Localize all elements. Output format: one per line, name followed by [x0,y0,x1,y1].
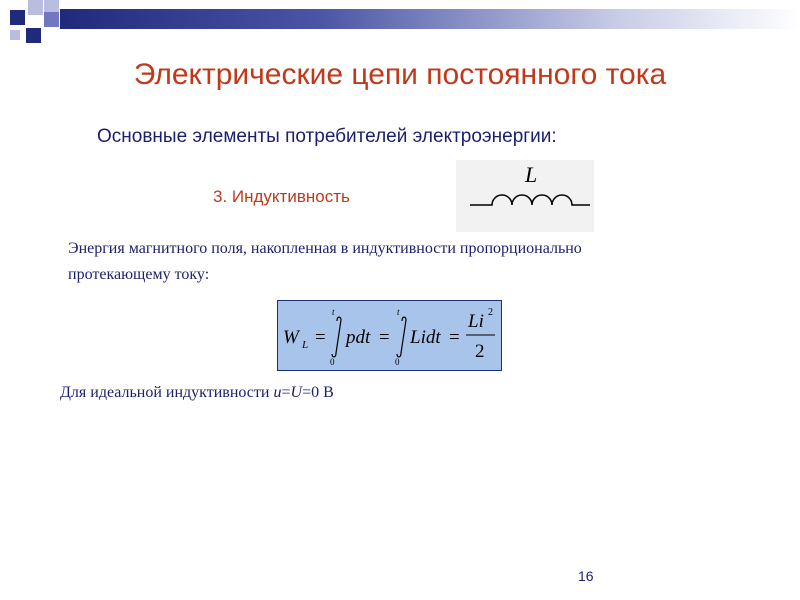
int1-lower: 0 [330,357,335,367]
integral-sign-1 [332,317,341,357]
page-number: 16 [578,568,594,584]
frac-denominator: 2 [475,341,485,362]
paragraph-line-2: протекающему току: [68,266,210,283]
formula-eq-2: = [379,327,390,348]
formula-eq-3: = [449,327,460,348]
int2-body: Lidt [410,327,441,348]
frac-numerator: Li [468,311,484,332]
formula-svg [278,301,501,370]
int2-upper: t [397,307,400,317]
inductor-coil [470,195,590,205]
inductor-symbol [456,160,594,232]
note-u: u [273,384,282,401]
header-bar [60,9,800,29]
formula-eq-1: = [315,327,326,348]
energy-paragraph [68,236,748,288]
paragraph-line-1: Энергия магнитного поля, накопленная в индуктивности пропорционально [68,240,582,257]
formula-lhs-sub: L [302,339,309,351]
slide-subtitle: Основные элементы потребителей электроэнергии: [97,126,557,147]
note-suffix: =0 В [302,384,334,401]
note-eq: = [281,384,291,401]
int1-upper: t [332,307,335,317]
frac-exponent: 2 [488,307,493,318]
inductor-label: L [525,162,538,187]
note-prefix: Для идеальной индуктивности [60,384,274,401]
int2-lower: 0 [395,357,400,367]
note-U: U [290,384,303,401]
int1-body: pdt [346,327,371,348]
inductor-icon [456,160,594,232]
energy-formula [277,300,502,371]
list-item-inductance: 3. Индуктивность [213,187,350,206]
formula-lhs: W [283,327,299,348]
ideal-inductance-note [60,384,334,402]
slide-title: Электрические цепи постоянного тока [133,58,667,91]
integral-sign-2 [397,317,406,357]
